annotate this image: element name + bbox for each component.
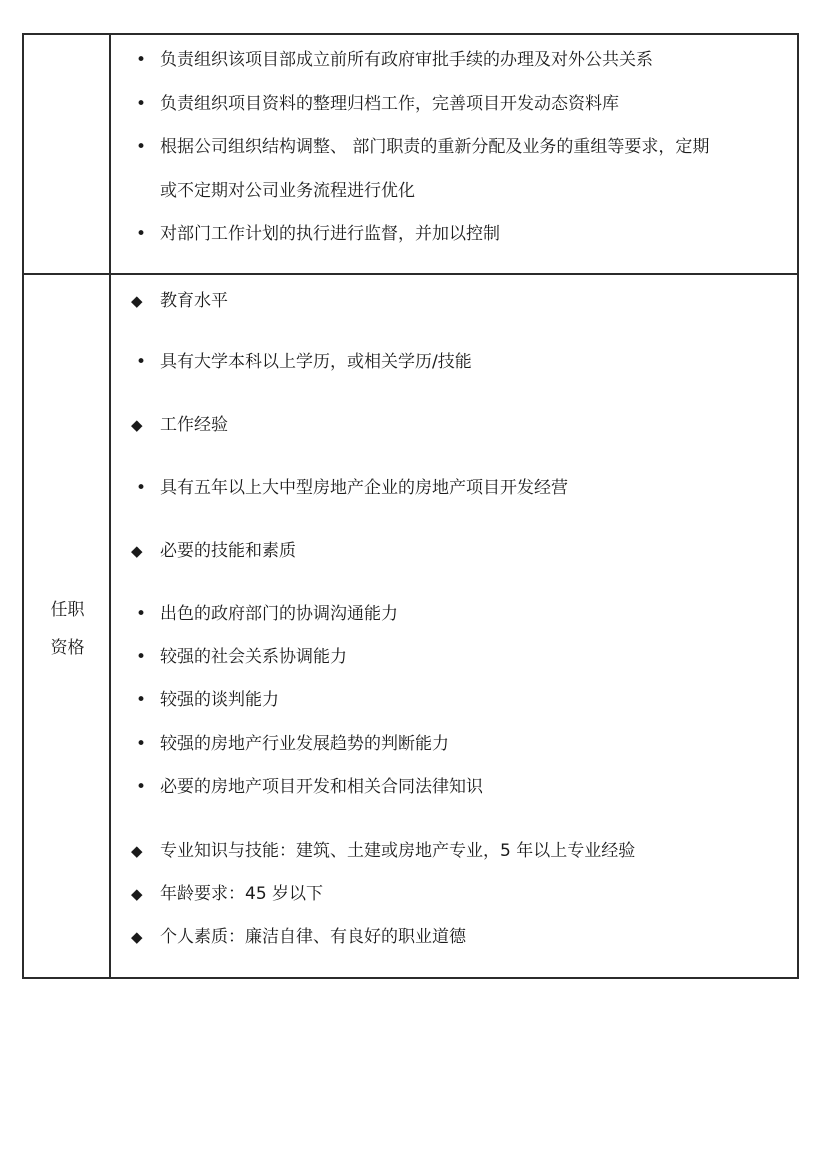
qualifications-label-cell: [24, 275, 111, 977]
bullet-icon: •: [136, 50, 147, 70]
diamond-icon: ◆: [131, 292, 143, 310]
bullet-icon: •: [136, 734, 147, 754]
duties-row: [24, 35, 797, 273]
diamond-icon: ◆: [131, 416, 143, 434]
duties-content-cell: • 负责组织该项目部成立前所有政府审批手续的办理及对外公共关系 • 负责组织项目资料的整理归档工作，完善项目开发动态资料库 • 根据公司组织结构调整、 部门职责的重新分配及业务的重组等要求，定期 或不定期对公司业务流程进行优化 • 对部门工作计划的执行进行监督，并加以控制: [111, 35, 797, 273]
qualifications-label: 任职 资格: [50, 600, 85, 658]
job-description-table: [22, 33, 799, 979]
bullet-icon: •: [136, 478, 147, 498]
bullet-icon: •: [136, 352, 147, 372]
qualifications-row: [24, 273, 797, 977]
bullet-icon: •: [136, 647, 147, 667]
qualifications-content-cell: ◆ 教育水平 • 具有大学本科以上学历，或相关学历/技能 ◆ 工作经验 • 具有五年以上大中型房地产企业的房地产项目开发经营 ◆ 必要的技能和素质 • 出色的政府部门的协调沟通能力 • 较强的社会关系协调能力 • 较强的谈判能力 • 较强的房地产行业发展趋势的判断能力 • 必要的房地产项目开发和相关合同法律知识 ◆ 专业知识与技能：建筑、土建或房地产专业，5 年以上专业经验 ◆ 年龄要求：45 岁以下 ◆ 个人素质：廉洁自律、有良好的职业道德: [111, 275, 797, 977]
bullet-icon: •: [136, 777, 147, 797]
diamond-icon: ◆: [131, 542, 143, 560]
duties-label-cell: [24, 35, 111, 273]
diamond-icon: ◆: [131, 885, 143, 903]
diamond-icon: ◆: [131, 842, 143, 860]
diamond-icon: ◆: [131, 928, 143, 946]
bullet-icon: •: [136, 224, 147, 244]
bullet-icon: •: [136, 604, 147, 624]
bullet-icon: •: [136, 690, 147, 710]
bullet-icon: •: [136, 137, 147, 157]
bullet-icon: •: [136, 94, 147, 114]
